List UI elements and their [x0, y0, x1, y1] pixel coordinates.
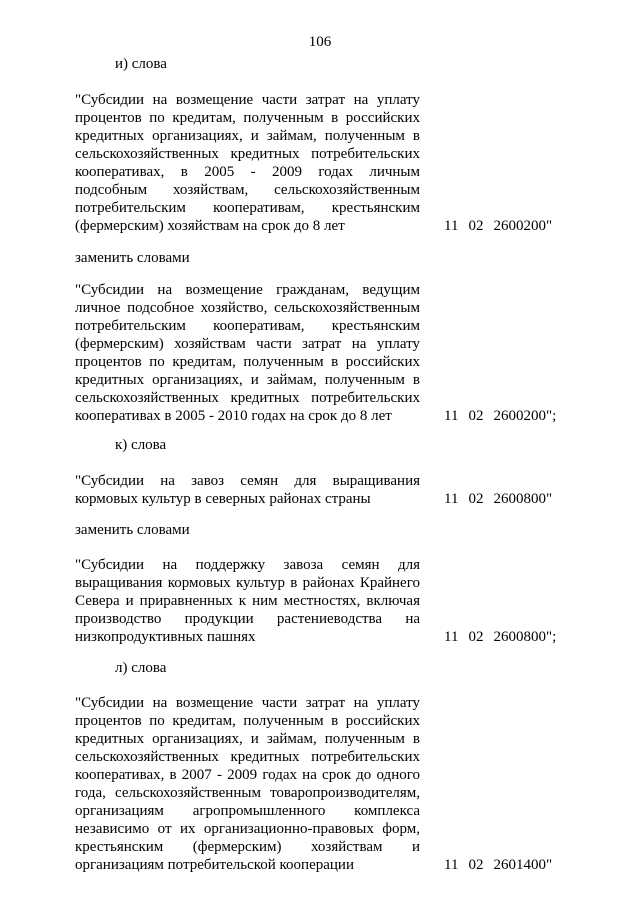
- code-subsection: 02: [468, 629, 484, 645]
- section-heading-l: л) слова: [115, 660, 167, 676]
- text-line: "Субсидии на возмещение гражданам, ведущим: [75, 282, 420, 298]
- text-line: "Субсидии на завоз семян для выращивания: [75, 473, 420, 489]
- section-heading-k: к) слова: [115, 437, 167, 453]
- code-section: 11: [444, 408, 459, 424]
- text-line: кредитных организациях, и займам, полученным в: [75, 128, 420, 144]
- code-section: 11: [444, 218, 459, 234]
- text-line: выращивания кормовых культур в районах Крайнего: [75, 575, 420, 591]
- text-line: Севера и приравненных к ним местностях, включая: [75, 593, 420, 609]
- code-target: 2600800": [493, 491, 553, 507]
- text-line: (фермерским) хозяйствам части затрат на уплату: [75, 336, 420, 352]
- code-section: 11: [444, 857, 459, 873]
- text-line: (фермерским) хозяйствам на срок до 8 лет: [75, 218, 345, 234]
- text-line: "Субсидии на возмещение части затрат на уплату: [75, 695, 420, 711]
- code-target: 2600800";: [493, 629, 557, 645]
- code-target: 2600200";: [493, 408, 557, 424]
- text-line: независимо от их организационно-правовых форм,: [75, 821, 420, 837]
- budget-code-old-k: [444, 490, 562, 508]
- text-line: кооперативах в 2005 - 2010 годах на срок до 8 лет: [75, 408, 392, 424]
- replace-label-i: заменить словами: [75, 250, 190, 266]
- text-line: процентов по кредитам, полученным в российских: [75, 713, 420, 729]
- new-text-i: [75, 281, 420, 425]
- code-target: 2601400": [493, 857, 553, 873]
- text-line: кредитных организациях, и займам, полученным в: [75, 731, 420, 747]
- text-line: низкопродуктивных пашнях: [75, 629, 256, 645]
- budget-code-old-l: [444, 856, 562, 874]
- page-number: 106: [308, 34, 332, 50]
- text-line: сельскохозяйственных кредитных потребительских: [75, 390, 420, 406]
- text-line: потребительским кооперативам, крестьянским: [75, 200, 420, 216]
- code-section: 11: [444, 491, 459, 507]
- section-heading-i: и) слова: [115, 56, 167, 72]
- code-section: 11: [444, 629, 459, 645]
- new-text-k: [75, 556, 420, 646]
- text-line: потребительским кооперативам, крестьянским: [75, 318, 420, 334]
- old-text-l: [75, 694, 420, 874]
- text-line: года, сельскохозяйственным товаропроизводителям,: [75, 785, 420, 801]
- budget-code-new-i: [444, 407, 566, 425]
- text-line: производство продукции растениеводства на: [75, 611, 420, 627]
- replace-label-k: заменить словами: [75, 522, 190, 538]
- text-line: процентов по кредитам, полученным в российских: [75, 110, 420, 126]
- code-subsection: 02: [468, 857, 484, 873]
- text-line: кооперативах, в 2005 - 2009 годах личным: [75, 164, 420, 180]
- code-subsection: 02: [468, 491, 484, 507]
- text-line: кредитных организациях, и займам, полученным в: [75, 372, 420, 388]
- code-target: 2600200": [493, 218, 553, 234]
- text-line: личное подсобное хозяйство, сельскохозяйственным: [75, 300, 420, 316]
- text-line: процентов по кредитам, полученным в российских: [75, 354, 420, 370]
- code-subsection: 02: [468, 408, 484, 424]
- budget-code-new-k: [444, 628, 566, 646]
- text-line: организациям агропромышленного комплекса: [75, 803, 420, 819]
- text-line: сельскохозяйственных кредитных потребительских: [75, 146, 420, 162]
- text-line: крестьянским (фермерским) хозяйствам и: [75, 839, 420, 855]
- text-line: кооперативах, в 2007 - 2009 годах на срок до одного: [75, 767, 420, 783]
- text-line: сельскохозяйственных кредитных потребительских: [75, 749, 420, 765]
- text-line: "Субсидии на возмещение части затрат на уплату: [75, 92, 420, 108]
- text-line: кормовых культур в северных районах страны: [75, 491, 371, 507]
- old-text-i: [75, 91, 420, 235]
- budget-code-old-i: [444, 217, 562, 235]
- text-line: "Субсидии на поддержку завоза семян для: [75, 557, 420, 573]
- old-text-k: [75, 472, 420, 508]
- text-line: организациям потребительской кооперации: [75, 857, 354, 873]
- text-line: подсобным хозяйствам, сельскохозяйственным: [75, 182, 420, 198]
- code-subsection: 02: [468, 218, 484, 234]
